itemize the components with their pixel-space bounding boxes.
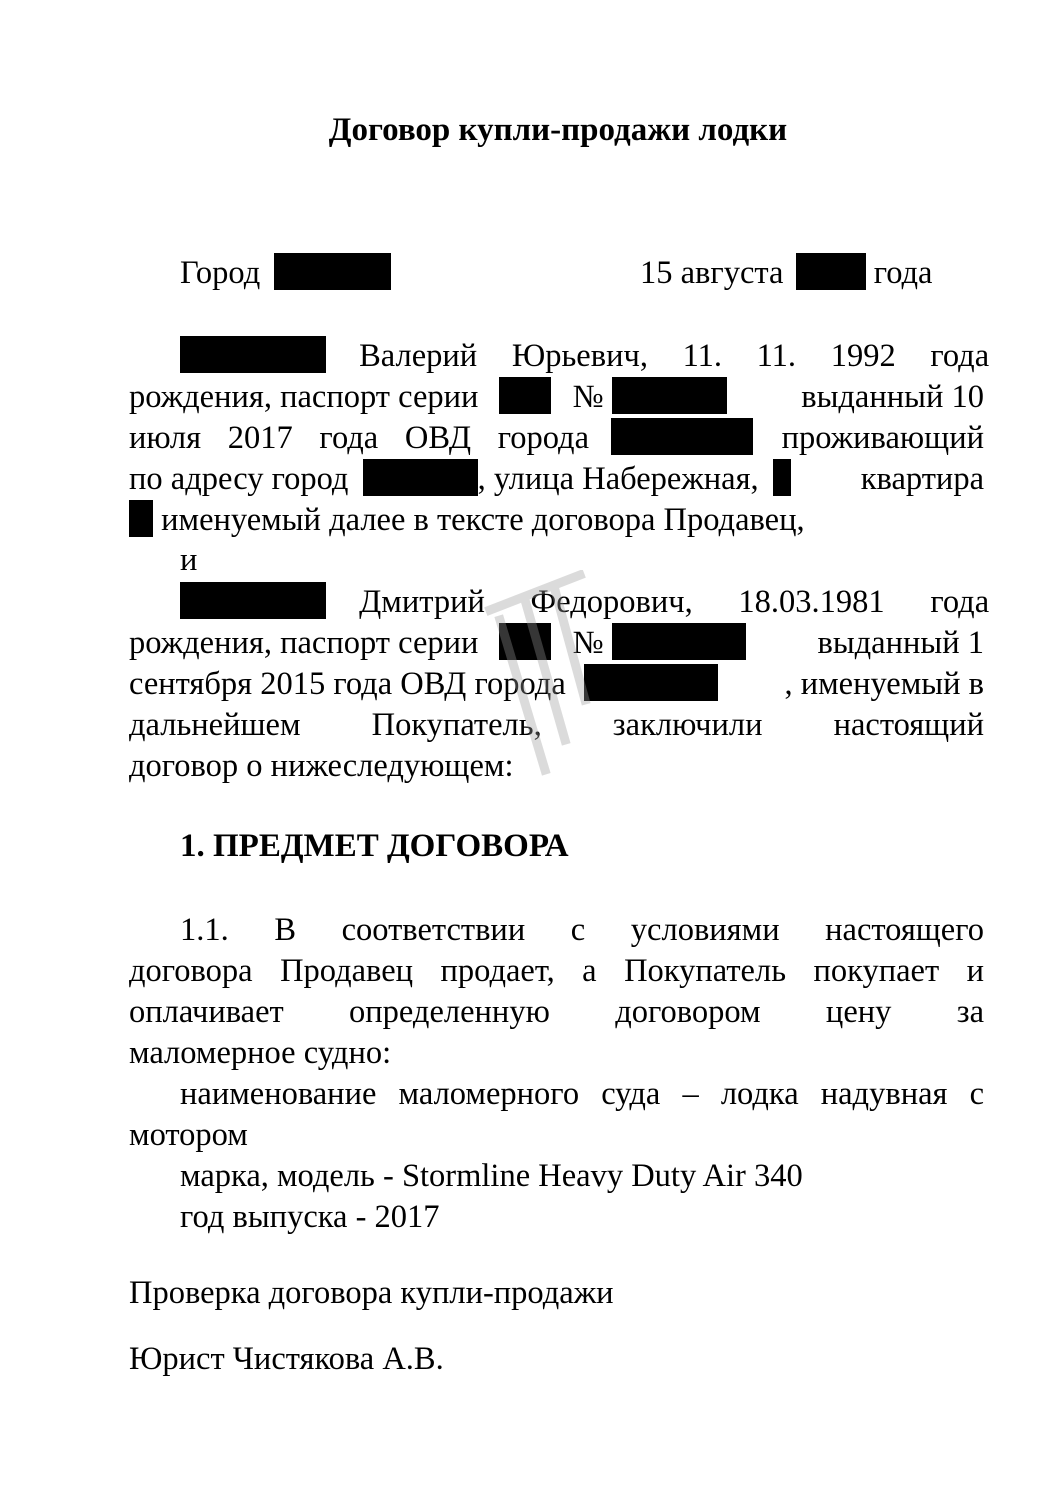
seller-line-2 [129, 377, 984, 418]
date-group [640, 253, 932, 294]
seller-line-4 [129, 459, 984, 500]
redacted-seller-number [612, 377, 727, 414]
seller-issued-text: выданный 10 [801, 379, 984, 415]
buyer-issue-date: сентября 2015 года ОВД города [129, 666, 566, 702]
buyer-line-5: договор о нижеследующем: [129, 748, 514, 784]
seller-line-3 [129, 418, 984, 459]
seller-issue-date: июля 2017 года ОВД города [129, 420, 589, 456]
redacted-buyer-ovd-city [584, 664, 718, 701]
year-suffix: года [873, 255, 933, 291]
section-1-p1-line4: маломерное судно: [129, 1035, 392, 1071]
buyer-issued-text: выданный 1 [817, 625, 984, 661]
header-line [180, 253, 960, 294]
buyer-line-4: дальнейшем Покупатель, заключили настоящий [129, 707, 984, 743]
redacted-buyer-surname [180, 582, 326, 619]
seller-line-5 [129, 500, 984, 541]
date-day-month: 15 августа [640, 255, 784, 291]
watermark-logo-icon [470, 570, 600, 780]
buyer-name-text: Дмитрий Федорович, 18.03.1981 года [359, 584, 990, 620]
conjunction-text: и [180, 542, 198, 578]
city-label: Город [180, 255, 261, 291]
redacted-city [274, 253, 391, 290]
seller-residing-text: проживающий [781, 420, 984, 456]
seller-street-text: , улица Набережная, [477, 461, 759, 497]
item-3: год выпуска - 2017 [180, 1199, 440, 1235]
check-text: Проверка договора купли-продажи [129, 1275, 614, 1311]
lawyer-signature: Юрист Чистякова А.В. [129, 1341, 444, 1377]
seller-line-1 [129, 336, 990, 377]
section-1-heading: 1. ПРЕДМЕТ ДОГОВОРА [180, 828, 569, 864]
document-title: Договор купли-продажи лодки [328, 112, 788, 148]
redacted-seller-ovd-city [611, 418, 753, 455]
item-1-line1: наименование маломерного суда – лодка надувная с [180, 1076, 984, 1112]
item-2: марка, модель - Stormline Heavy Duty Air 340 [180, 1158, 803, 1194]
redacted-seller-surname [180, 336, 326, 373]
redacted-buyer-number [612, 623, 746, 660]
section-1-p1-line1: 1.1. В соответствии с условиями настоящего [180, 912, 984, 948]
section-1-p1-line3: оплачивает определенную договором цену за [129, 994, 984, 1030]
redacted-year [796, 253, 866, 290]
redacted-seller-address-city [363, 459, 478, 496]
section-1-p1-line2: договора Продавец продает, а Покупатель покупает и [129, 953, 984, 989]
seller-number-sign: № [572, 379, 604, 415]
buyer-designation-a: , именуемый в [784, 666, 984, 702]
seller-passport-label: рождения, паспорт серии [129, 379, 479, 415]
seller-address-label: по адресу город [129, 461, 349, 497]
redacted-seller-house [773, 459, 791, 496]
seller-designation: именуемый далее в тексте договора Продавец, [161, 502, 805, 538]
buyer-passport-label: рождения, паспорт серии [129, 625, 479, 661]
buyer-number-sign: № [572, 625, 604, 661]
redacted-seller-series [499, 377, 551, 414]
item-1-line2: мотором [129, 1117, 248, 1153]
seller-name-text: Валерий Юрьевич, 11. 11. 1992 года [359, 338, 990, 374]
seller-apartment-label: квартира [860, 461, 984, 497]
redacted-seller-apartment [129, 500, 153, 537]
